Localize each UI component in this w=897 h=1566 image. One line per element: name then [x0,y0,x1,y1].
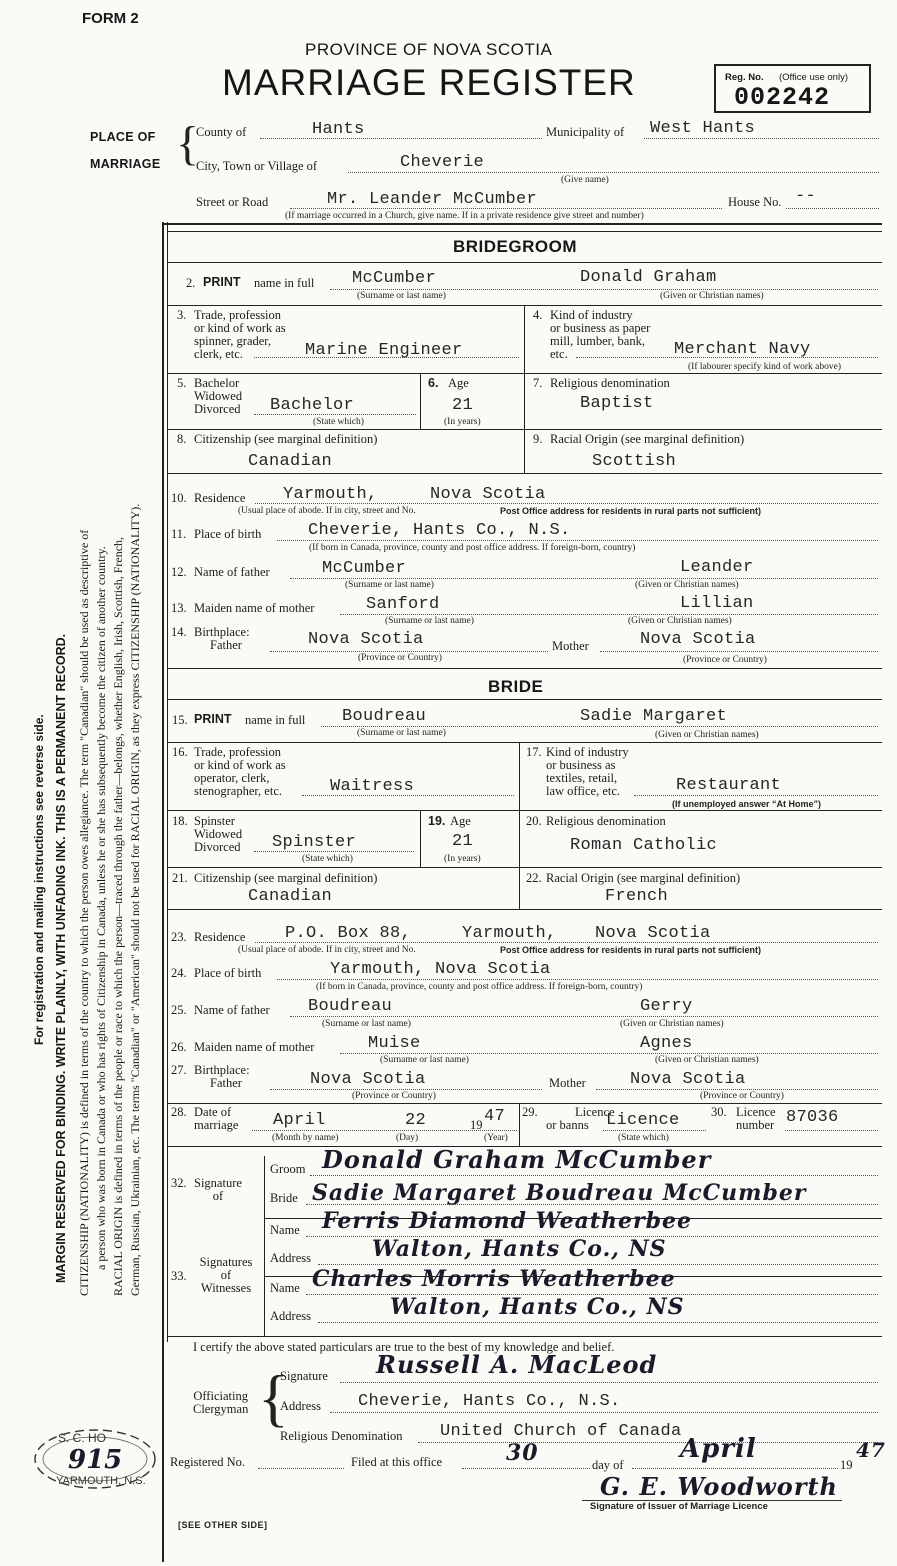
bride-racial-origin: French [605,887,669,906]
q2-print-text: PRINT [203,275,241,289]
bride-father-province-note: (Province or Country) [352,1091,436,1101]
filed-year: 47 [856,1438,886,1462]
groom-father-birthplace: Nova Scotia [308,630,424,649]
groom-residence-note2: Post Office address for residents in rural parts not sufficient) [500,506,762,516]
q18-line1: Spinster [194,814,235,828]
q33-number: 33. [171,1269,187,1283]
q20-label: Religious denomination [546,814,666,828]
q16-line1: Trade, profession [194,745,282,759]
groom-racial-origin: Scottish [592,452,677,471]
groom-mother-given: Lillian [680,594,754,613]
bride-residence-city: Yarmouth, [462,924,557,943]
bride-industry: Restaurant [676,776,782,795]
bride-father-surname-note: (Surname or last name) [322,1019,411,1029]
q16-number: 16. [172,745,188,759]
q32-number: 32. [171,1176,187,1190]
groom-surname: McCumber [352,269,437,288]
q17-label [546,746,629,798]
bride-residence-province: Nova Scotia [595,924,711,943]
q10-number: 10. [171,491,187,505]
witness1-signature: Ferris Diamond Weatherbee [322,1208,692,1234]
bride-mother-surname-note: (Surname or last name) [380,1055,469,1065]
marriage-month-note: (Month by name) [272,1133,339,1143]
q29-line1: Licence [575,1105,615,1119]
bride-mother-province-note: (Province or Country) [700,1091,784,1101]
city-value: Cheverie [400,153,485,172]
bridegroom-heading: BRIDEGROOM [453,237,577,256]
q14-number: 14. [171,625,187,639]
q24-number: 24. [171,966,187,980]
office-use-note: (Office use only) [779,72,848,83]
bride-heading: BRIDE [488,677,544,696]
municipality-value: West Hants [650,119,756,138]
q7-number: 7. [533,376,543,390]
bride-residence-note2: Post Office address for residents in rural parts not sufficient) [500,945,762,955]
groom-signature: Donald Graham McCumber [322,1145,712,1174]
licence-or-banns: Licence [606,1111,680,1130]
marriage-year-note: (Year) [484,1133,508,1143]
q4-line3: mill, lumber, bank, [550,334,645,348]
q25-number: 25. [171,1003,187,1017]
q14-line2: Father [210,638,242,652]
q27-number: 27. [171,1063,187,1077]
q16-line4: stenographer, etc. [194,784,283,798]
witness1-address-label: Address [270,1251,311,1265]
form-number: FORM 2 [82,10,139,27]
issuer-label: Signature of Issuer of Marriage Licence [590,1501,768,1512]
bride-age: 21 [452,832,474,851]
q29-label [546,1106,615,1132]
q4-label [550,309,650,361]
filed-day: 30 [506,1440,539,1466]
stamp-number: 915 [68,1445,123,1475]
q32-line1: Signature [194,1176,242,1190]
q5-line1: Bachelor [194,376,240,390]
groom-mother-surname-note: (Surname or last name) [385,616,474,626]
groom-given-note: (Given or Christian names) [660,291,764,301]
q13-label: Maiden name of mother [194,601,315,615]
groom-surname-note: (Surname or last name) [357,291,446,301]
q23-label: Residence [194,930,246,944]
officiating-line2: Clergyman [193,1402,249,1416]
officiating-line1: Officiating [193,1389,248,1403]
county-value: Hants [312,120,365,139]
q16-line3: operator, clerk, [194,771,270,785]
groom-residence-city: Yarmouth, [283,485,378,504]
q15-number: 15. [172,713,188,727]
q5-line3: Divorced [194,402,241,416]
street-note: (If marriage occurred in a Church, give name. If in a private residence give street and number) [285,211,644,221]
q25-label: Name of father [194,1003,270,1017]
q3-line2: or kind of work as [194,321,286,335]
q27-line2: Father [210,1076,242,1090]
q5-label [194,377,242,416]
q17-line1: Kind of industry [546,745,629,759]
bride-residence-note1: (Usual place of abode. If in city, street and No. [238,945,416,955]
registered-label: Registered No. [170,1455,245,1469]
q4-number: 4. [533,308,543,322]
groom-citizenship: Canadian [248,452,333,471]
q18-label [194,815,242,854]
q21-number: 21. [172,871,188,885]
q21-label: Citizenship (see marginal definition) [194,871,378,885]
issuer-signature: G. E. Woodworth [600,1472,838,1501]
groom-mother-birthplace: Nova Scotia [640,630,756,649]
filed-month: April [680,1434,757,1464]
witness1-address: Walton, Hants Co., NS [372,1236,667,1262]
bride-birthplace: Yarmouth, Nova Scotia [330,960,551,979]
q3-number: 3. [177,308,187,322]
place-label-2: MARRIAGE [90,157,161,171]
witness2-address-label: Address [270,1309,311,1323]
q14-label [194,626,250,652]
see-other-side: [SEE OTHER SIDE] [178,1520,268,1530]
groom-birth-note: (If born in Canada, province, county and post office address. If foreign-born, country) [309,543,636,553]
q4-note: (If labourer specify kind of work above) [688,362,841,372]
clergy-brace: { [258,1362,289,1433]
q6-number: 6. [428,376,439,390]
q33-label [194,1256,258,1295]
county-label: County of [196,125,247,139]
q4-line1: Kind of industry [550,308,633,322]
groom-state-which: (State which) [313,417,364,427]
q4-line2: or business as paper [550,321,651,335]
bride-mother-birthplace: Nova Scotia [630,1070,746,1089]
give-name-note: (Give name) [561,175,609,185]
q3-line3: spinner, grader, [194,334,272,348]
q23-number: 23. [171,930,187,944]
q3-line1: Trade, profession [194,308,282,322]
marriage-year: 47 [484,1107,506,1126]
groom-father-surname-note: (Surname or last name) [345,580,434,590]
groom-industry: Merchant Navy [674,340,811,359]
licence-number: 87036 [786,1108,839,1127]
margin-citizenship-def-2: a person who was born in Canada or who has rights of Citizenship in Canada, unless he or she has subsequently become the citizen of another country. [94,546,108,1270]
clergy-signature-label: Signature [280,1369,328,1383]
q9-label: Racial Origin (see marginal definition) [550,432,745,446]
groom-father-surname: McCumber [322,559,407,578]
marriage-day: 22 [405,1111,427,1130]
bride-signature: Sadie Margaret Boudreau McCumber [312,1180,807,1206]
groom-father-province-note: (Province or Country) [358,653,442,663]
filed-year-prefix: 19 [840,1458,853,1472]
margin-binding-note: MARGIN RESERVED FOR BINDING. WRITE PLAINLY, WITH UNFADING INK. THIS IS A PERMANENT RECORD. [54,633,68,1283]
bride-religion: Roman Catholic [570,836,718,855]
groom-given-names: Donald Graham [580,268,717,287]
q30-number: 30. [711,1105,727,1119]
province-heading: PROVINCE OF NOVA SCOTIA [305,40,553,59]
q17-line4: law office, etc. [546,784,621,798]
q30-line1: Licence [736,1105,776,1119]
q28-line1: Date of [194,1105,232,1119]
bride-given-note: (Given or Christian names) [655,730,759,740]
reg-label: Reg. No. [725,72,764,83]
certification-text: I certify the above stated particulars are true to the best of my knowledge and belief. [193,1340,615,1354]
groom-age-note: (In years) [444,417,481,427]
place-label [90,124,160,178]
margin-instructions: For registration and mailing instructions see reverse side. [32,714,46,1045]
q15-print-text: PRINT [194,712,232,726]
bride-mother-given-note: (Given or Christian names) [655,1055,759,1065]
bride-father-surname: Boudreau [308,997,393,1016]
q4-line4: etc. [550,347,568,361]
q3-line4: clerk, etc. [194,347,243,361]
city-label: City, Town or Village of [196,159,318,173]
filed-label: Filed at this office [351,1455,443,1469]
clergy-signature: Russell A. MacLeod [376,1350,658,1379]
q12-number: 12. [171,565,187,579]
q26-label: Maiden name of mother [194,1040,315,1054]
q27-line1: Birthplace: [194,1063,250,1077]
q17-number: 17. [526,745,542,759]
day-of-label: day of [592,1458,624,1472]
margin-racial-def-1: RACIAL ORIGIN is defined in terms of the people or race to which the person—traced through the father—belongs, whether English, Irish, Scottish, French, [111,536,125,1296]
place-brace: { [176,117,200,170]
q11-label: Place of birth [194,527,262,541]
bride-father-given: Gerry [640,997,693,1016]
q14-line1: Birthplace: [194,625,250,639]
q16-line2: or kind of work as [194,758,286,772]
q33-line2: of [220,1268,232,1282]
q18-line3: Divorced [194,840,241,854]
q32-line2: of [212,1189,224,1203]
q22-label: Racial Origin (see marginal definition) [546,871,741,885]
q2-number: 2. [186,276,196,290]
bride-father-given-note: (Given or Christian names) [620,1019,724,1029]
groom-father-given-note: (Given or Christian names) [635,580,739,590]
clergy-address: Cheverie, Hants Co., N.S. [358,1392,621,1411]
officiating-label [193,1390,248,1416]
reg-number-box [714,64,871,113]
groom-marital-status: Bachelor [270,396,355,415]
q17-line3: textiles, retail, [546,771,618,785]
groom-mother-label: Mother [552,639,589,653]
q17-note: (If unemployed answer “At Home”) [672,799,822,809]
q32-label [194,1177,242,1203]
groom-trade: Marine Engineer [305,341,463,360]
house-label: House No. [728,195,782,209]
stamp-bottom-text: YARMOUTH, N.S. [56,1475,146,1487]
groom-age: 21 [452,396,474,415]
reg-number: 002242 [734,83,831,112]
q5-number: 5. [177,376,187,390]
clergy-denomination: United Church of Canada [440,1422,682,1441]
q28-label [194,1106,238,1132]
q13-number: 13. [171,601,187,615]
place-label-1: PLACE OF [90,130,156,144]
house-value: -- [795,187,817,206]
q16-label [194,746,286,798]
q26-number: 26. [171,1040,187,1054]
q28-line2: marriage [194,1118,239,1132]
q17-line2: or business as [546,758,616,772]
bride-given-names: Sadie Margaret [580,707,728,726]
bride-father-birthplace: Nova Scotia [310,1070,426,1089]
q19-label: Age [450,814,471,828]
q15-print [194,713,232,726]
bride-state-which: (State which) [302,854,353,864]
q19-number: 19. [428,814,446,828]
witness2-address: Walton, Hants Co., NS [390,1294,685,1320]
bride-citizenship: Canadian [248,887,333,906]
q11-number: 11. [171,527,187,541]
bride-marital-status: Spinster [272,833,357,852]
q6-label: Age [448,376,469,390]
q10-label: Residence [194,491,246,505]
margin-racial-def-2: German, Russian, Ukrainian, etc. The terms "Canadian" or "American" should not be used for RACIAL ORIGIN, as they express CITIZENSHIP (NATIONALITY). [128,503,142,1296]
bride-mother-given: Agnes [640,1034,693,1053]
q2-print [203,276,241,289]
q8-label: Citizenship (see marginal definition) [194,432,378,446]
groom-residence-note1: (Usual place of abode. If in city, street and No. [238,506,416,516]
q30-line2: number [736,1118,775,1132]
bride-trade: Waitress [330,777,415,796]
margin-citizenship-def-1: CITIZENSHIP (NATIONALITY) is defined in terms of the country to which the person owes allegiance. The term "Canadian" should be used as descriptive of [77,529,91,1296]
page-title: MARRIAGE REGISTER [222,62,636,103]
witness2-name-label: Name [270,1281,300,1295]
groom-mother-given-note: (Given or Christian names) [628,616,732,626]
q3-label [194,309,286,361]
groom-residence-province: Nova Scotia [430,485,546,504]
groom-mother-province-note: (Province or Country) [683,655,767,665]
q12-label: Name of father [194,565,270,579]
bride-surname: Boudreau [342,707,427,726]
witness2-signature: Charles Morris Weatherbee [312,1266,676,1292]
q7-label: Religious denomination [550,376,670,390]
groom-father-given: Leander [680,558,754,577]
bride-age-note: (In years) [444,854,481,864]
groom-mother-surname: Sanford [366,595,440,614]
bride-mother-surname: Muise [368,1034,421,1053]
municipality-label: Municipality of [546,125,625,139]
marriage-month: April [273,1111,326,1130]
q22-number: 22. [526,871,542,885]
q18-line2: Widowed [194,827,243,841]
bride-sig-label: Bride [270,1191,298,1205]
street-label: Street or Road [196,195,269,209]
groom-birthplace: Cheverie, Hants Co., N.S. [308,521,571,540]
bride-birth-note: (If born in Canada, province, county and post office address. If foreign-born, country) [316,982,643,992]
q15-label: name in full [245,713,306,727]
q2-label: name in full [254,276,315,290]
q24-label: Place of birth [194,966,262,980]
q33-line3: Witnesses [200,1281,252,1295]
q18-number: 18. [172,814,188,828]
q27-label [194,1064,250,1090]
witness1-name-label: Name [270,1223,300,1237]
denomination-label: Religious Denomination [280,1429,403,1443]
q29-number: 29. [522,1105,538,1119]
q9-number: 9. [533,432,543,446]
groom-sig-label: Groom [270,1162,306,1176]
q33-line1: Signatures [199,1255,253,1269]
stamp-top-text: S. C. HO [58,1431,107,1445]
q29-line2: or banns [546,1118,589,1132]
q30-label [736,1106,776,1132]
q20-number: 20. [526,814,542,828]
bride-surname-note: (Surname or last name) [357,728,446,738]
bride-mother-label: Mother [549,1076,586,1090]
marriage-day-note: (Day) [396,1133,419,1143]
bride-residence-box: P.O. Box 88, [285,924,412,943]
office-stamp [28,1424,162,1494]
q5-line2: Widowed [194,389,243,403]
q28-number: 28. [171,1105,187,1119]
clergy-address-label: Address [280,1399,321,1413]
marriage-year-prefix: 19 [470,1118,483,1132]
q8-number: 8. [177,432,187,446]
groom-religion: Baptist [580,394,654,413]
q29-note: (State which) [618,1133,669,1143]
street-value: Mr. Leander McCumber [327,190,538,209]
